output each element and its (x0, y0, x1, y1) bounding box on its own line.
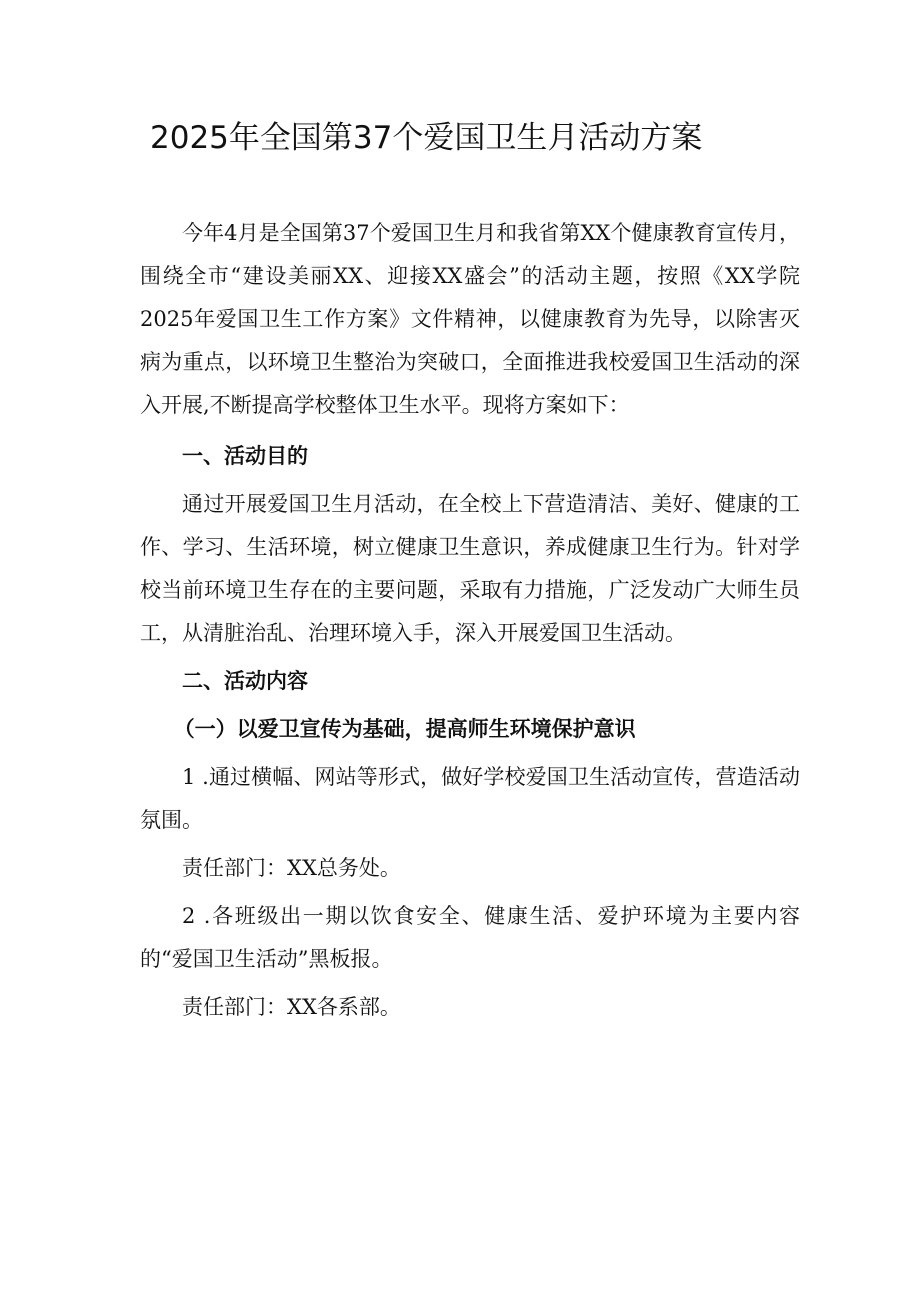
section-heading-purpose: 一、活动目的 (182, 444, 308, 468)
responsible-department-2: 责任部门：XX各系部。 (182, 995, 401, 1019)
list-item-1: 1 .通过横幅、网站等形式，做好学校爱国卫生活动宣传，营造活动氛围。 (140, 765, 800, 832)
purpose-paragraph: 通过开展爱国卫生月活动，在全校上下营造清洁、美好、健康的工作、学习、生活环境，树立健康卫生意识，养成健康卫生行为。针对学校当前环境卫生存在的主要问题，采取有力措施，广泛发动广大师生员工，从清脏治乱、治理环境入手，深入开展爱国卫生活动。 (140, 492, 800, 645)
list-item-2: 2 .各班级出一期以饮食安全、健康生活、爱护环境为主要内容的“爱国卫生活动”黑板报。 (140, 904, 800, 971)
responsible-department-1: 责任部门：XX总务处。 (182, 856, 401, 880)
intro-paragraph: 今年4月是全国第37个爱国卫生月和我省第XX个健康教育宣传月，围绕全市“建设美丽XX、迎接XX盛会”的活动主题，按照《XX学院2025年爱国卫生工作方案》文件精神，以健康教育为先导，以除害灭病为重点，以环境卫生整治为突破口，全面推进我校爱国卫生活动的深入开展,不断提高学校整体卫生水平。现将方案如下： (140, 221, 800, 417)
document-body (140, 212, 800, 1029)
page-title: 2025年全国第37个爱国卫生月活动方案 (150, 120, 703, 156)
subsection-heading-publicity: （一）以爱卫宣传为基础，提高师生环境保护意识 (173, 717, 636, 741)
spacer (140, 427, 800, 435)
section-heading-content: 二、活动内容 (182, 669, 308, 693)
